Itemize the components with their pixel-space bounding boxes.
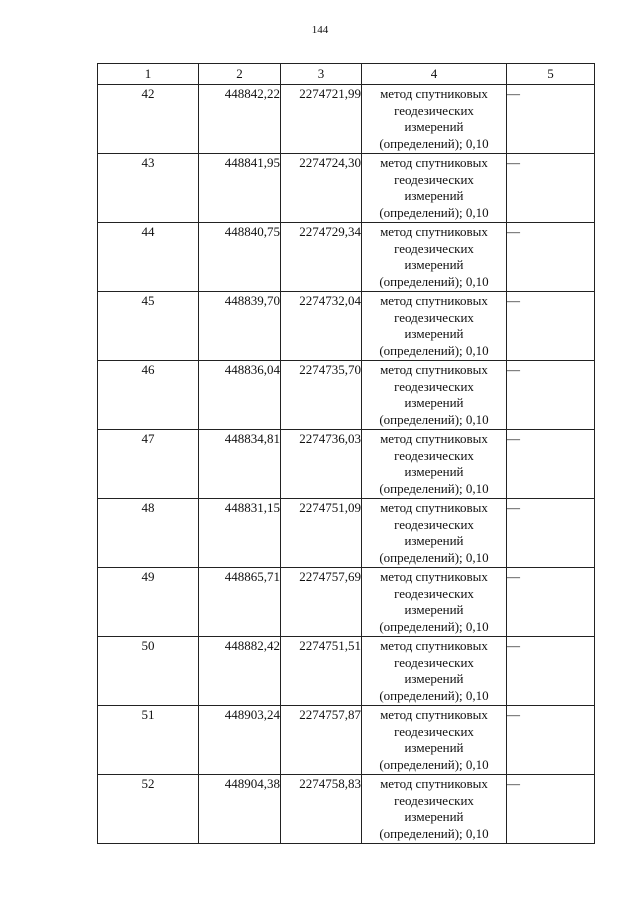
method-line: измерений xyxy=(404,602,464,617)
table-row xyxy=(98,637,595,706)
y-coordinate-cell: 2274751,09 xyxy=(281,499,362,568)
method-line: геодезических xyxy=(394,171,474,187)
table-row xyxy=(98,223,595,292)
method-line: (определений); 0,10 xyxy=(379,480,489,496)
table-row xyxy=(98,430,595,499)
method-cell xyxy=(362,292,507,361)
note-cell: — xyxy=(507,775,595,844)
method-line: (определений); 0,10 xyxy=(379,549,489,565)
x-coordinate-cell: 448903,24 xyxy=(199,706,281,775)
header-col-2: 2 xyxy=(199,64,281,85)
x-coordinate-cell: 448836,04 xyxy=(199,361,281,430)
method-line: метод спутниковых xyxy=(380,224,488,239)
x-coordinate-cell: 448839,70 xyxy=(199,292,281,361)
method-line: измерений xyxy=(404,464,464,479)
method-line: геодезических xyxy=(394,723,474,739)
method-line: метод спутниковых xyxy=(380,362,488,377)
x-coordinate-cell: 448831,15 xyxy=(199,499,281,568)
x-coordinate-cell: 448842,22 xyxy=(199,85,281,154)
y-coordinate-cell: 2274736,03 xyxy=(281,430,362,499)
method-line: геодезических xyxy=(394,378,474,394)
method-line: (определений); 0,10 xyxy=(379,618,489,634)
method-cell xyxy=(362,430,507,499)
x-coordinate-cell: 448834,81 xyxy=(199,430,281,499)
point-number-cell: 50 xyxy=(98,637,199,706)
note-cell: — xyxy=(507,223,595,292)
table-body xyxy=(98,85,595,844)
table-row xyxy=(98,154,595,223)
y-coordinate-cell: 2274758,83 xyxy=(281,775,362,844)
method-line: (определений); 0,10 xyxy=(379,756,489,772)
x-coordinate-cell: 448882,42 xyxy=(199,637,281,706)
table-row xyxy=(98,568,595,637)
header-col-4: 4 xyxy=(362,64,507,85)
header-col-3: 3 xyxy=(281,64,362,85)
point-number-cell: 45 xyxy=(98,292,199,361)
x-coordinate-cell: 448840,75 xyxy=(199,223,281,292)
note-cell: — xyxy=(507,499,595,568)
method-line: метод спутниковых xyxy=(380,707,488,722)
point-number-cell: 48 xyxy=(98,499,199,568)
note-cell: — xyxy=(507,361,595,430)
note-cell: — xyxy=(507,568,595,637)
method-line: измерений xyxy=(404,395,464,410)
method-line: измерений xyxy=(404,326,464,341)
method-cell xyxy=(362,499,507,568)
point-number-cell: 46 xyxy=(98,361,199,430)
method-line: метод спутниковых xyxy=(380,776,488,791)
method-line: измерений xyxy=(404,671,464,686)
method-line: (определений); 0,10 xyxy=(379,411,489,427)
note-cell: — xyxy=(507,85,595,154)
point-number-cell: 47 xyxy=(98,430,199,499)
table-row xyxy=(98,292,595,361)
method-line: (определений); 0,10 xyxy=(379,342,489,358)
note-cell: — xyxy=(507,430,595,499)
y-coordinate-cell: 2274757,69 xyxy=(281,568,362,637)
method-line: измерений xyxy=(404,119,464,134)
note-cell: — xyxy=(507,292,595,361)
method-line: метод спутниковых xyxy=(380,293,488,308)
method-line: (определений); 0,10 xyxy=(379,135,489,151)
point-number-cell: 43 xyxy=(98,154,199,223)
point-number-cell: 51 xyxy=(98,706,199,775)
note-cell: — xyxy=(507,637,595,706)
note-cell: — xyxy=(507,154,595,223)
table-row xyxy=(98,775,595,844)
method-cell xyxy=(362,568,507,637)
method-line: геодезических xyxy=(394,102,474,118)
point-number-cell: 52 xyxy=(98,775,199,844)
method-line: метод спутниковых xyxy=(380,155,488,170)
point-number-cell: 42 xyxy=(98,85,199,154)
method-line: метод спутниковых xyxy=(380,86,488,101)
x-coordinate-cell: 448904,38 xyxy=(199,775,281,844)
method-line: геодезических xyxy=(394,240,474,256)
method-line: измерений xyxy=(404,740,464,755)
method-line: измерений xyxy=(404,809,464,824)
method-line: метод спутниковых xyxy=(380,569,488,584)
y-coordinate-cell: 2274732,04 xyxy=(281,292,362,361)
method-line: геодезических xyxy=(394,516,474,532)
header-col-5: 5 xyxy=(507,64,595,85)
method-cell xyxy=(362,775,507,844)
method-line: измерений xyxy=(404,257,464,272)
method-cell xyxy=(362,361,507,430)
method-line: геодезических xyxy=(394,585,474,601)
method-cell xyxy=(362,154,507,223)
method-line: (определений); 0,10 xyxy=(379,204,489,220)
method-line: метод спутниковых xyxy=(380,638,488,653)
note-cell: — xyxy=(507,706,595,775)
table-row xyxy=(98,706,595,775)
table-row xyxy=(98,85,595,154)
point-number-cell: 44 xyxy=(98,223,199,292)
y-coordinate-cell: 2274729,34 xyxy=(281,223,362,292)
y-coordinate-cell: 2274751,51 xyxy=(281,637,362,706)
table-row xyxy=(98,499,595,568)
table-row xyxy=(98,361,595,430)
x-coordinate-cell: 448841,95 xyxy=(199,154,281,223)
point-number-cell: 49 xyxy=(98,568,199,637)
method-line: (определений); 0,10 xyxy=(379,687,489,703)
coordinates-table xyxy=(97,63,595,844)
method-cell xyxy=(362,706,507,775)
method-cell xyxy=(362,85,507,154)
method-cell xyxy=(362,223,507,292)
method-cell xyxy=(362,637,507,706)
method-line: (определений); 0,10 xyxy=(379,825,489,841)
method-line: измерений xyxy=(404,188,464,203)
method-line: геодезических xyxy=(394,654,474,670)
x-coordinate-cell: 448865,71 xyxy=(199,568,281,637)
header-col-1: 1 xyxy=(98,64,199,85)
page-number: 144 xyxy=(311,24,329,36)
y-coordinate-cell: 2274757,87 xyxy=(281,706,362,775)
method-line: (определений); 0,10 xyxy=(379,273,489,289)
method-line: геодезических xyxy=(394,309,474,325)
y-coordinate-cell: 2274721,99 xyxy=(281,85,362,154)
method-line: геодезических xyxy=(394,792,474,808)
y-coordinate-cell: 2274724,30 xyxy=(281,154,362,223)
table-header-row xyxy=(98,64,595,85)
method-line: измерений xyxy=(404,533,464,548)
method-line: метод спутниковых xyxy=(380,500,488,515)
method-line: геодезических xyxy=(394,447,474,463)
y-coordinate-cell: 2274735,70 xyxy=(281,361,362,430)
method-line: метод спутниковых xyxy=(380,431,488,446)
